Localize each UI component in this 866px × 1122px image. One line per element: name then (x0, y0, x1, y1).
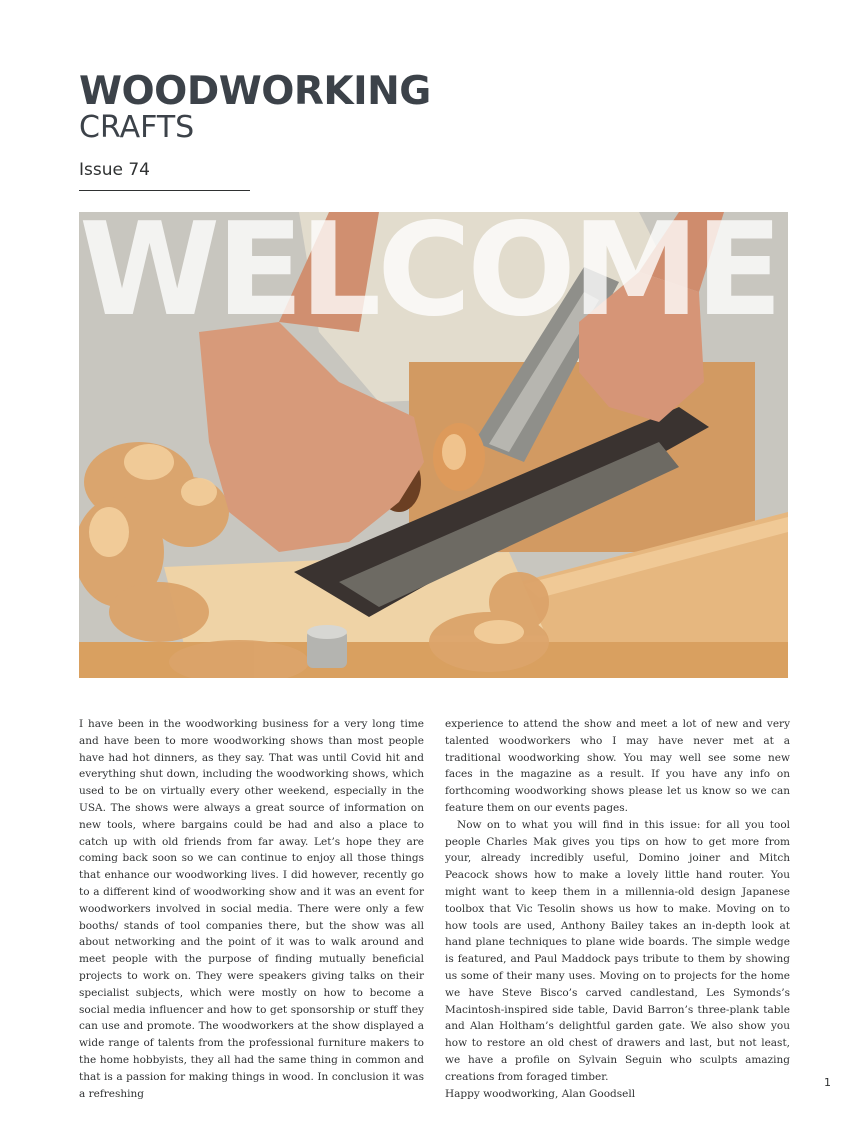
masthead (79, 70, 431, 144)
article-column-right (445, 716, 790, 1102)
magazine-subtitle: CRAFTS (79, 110, 195, 145)
article-paragraph: experience to attend the show and meet a lot of new and very talented woodworkers who I may have never met at a traditional woodworking show. You may well see some new faces in the magazine as a result. If you have any info on forthcoming woodworking shows please let us know so we can feature them on our events pages. (445, 718, 790, 814)
welcome-overlay-text: WELCOME (79, 212, 779, 345)
article-paragraph: Now on to what you will find in this issue: for all you tool people Charles Mak gives you tips on how to get more from your, already incredibly useful, Domino joiner and Mitch Peacock shows how to make a lovely little hand router. You might want to keep them in a millennia-old design Japanese toolbox that Vic Tesolin shows us how to make. Moving on to how tools are used, Anthony Bailey takes an in-depth look at hand plane techniques to plane wide boards. The simple wedge is featured, and Paul Maddock pays tribute to them by showing us some of their many uses. Moving on to projects for the home we have Steve Bisco’s carved candlestand, Les Symonds’s Macintosh-inspired side table, David Barron’s three-plank table and Alan Holtham’s delightful garden gate. We also show you how to restore an old chest of drawers and last, but not least, we have a profile on Sylvain Seguin who sculpts amazing creations from foraged timber. (445, 818, 790, 1083)
article-paragraph: I have been in the woodworking business for a very long time and have been to more woodworking shows than most people have had hot dinners, as they say. That was until Covid hit and everything shut down, including the woodworking shows, which used to be on virtually every other weekend, especially in the USA. The shows were always a great source of information on new tools, where bargains could be had and also a place to catch up with old friends from far away. Let’s hope they are coming back soon so we can continue to enjoy all those things that enhance our woodworking lives. I did however, recently go to a different kind of woodworking show and it was an event for woodworkers involved in social media. There were only a few booths/ stands of tool companies there, but the show was all about networking and the point of it was to walk around and meet people with the purpose of finding mutually beneficial projects to work on. They were speakers giving talks on their specialist subjects, which were mostly on how to become a social media influencer and how to get sponsorship or stuff they can use and promote. The woodworkers at the show displayed a wide range of talents from the professional furniture makers to the home hobbyists, they all had the same thing in common and that is a passion for making things in wood. In conclusion it was a refreshing (79, 718, 424, 1100)
hero-photo (79, 212, 788, 678)
issue-divider (79, 190, 250, 191)
magazine-title: WOODWORKING (79, 69, 431, 114)
article-column-left (79, 716, 424, 1102)
issue-number: Issue 74 (79, 160, 150, 180)
page-number: 1 (824, 1076, 831, 1089)
editor-signoff: Happy woodworking, Alan Goodsell (445, 1087, 636, 1100)
